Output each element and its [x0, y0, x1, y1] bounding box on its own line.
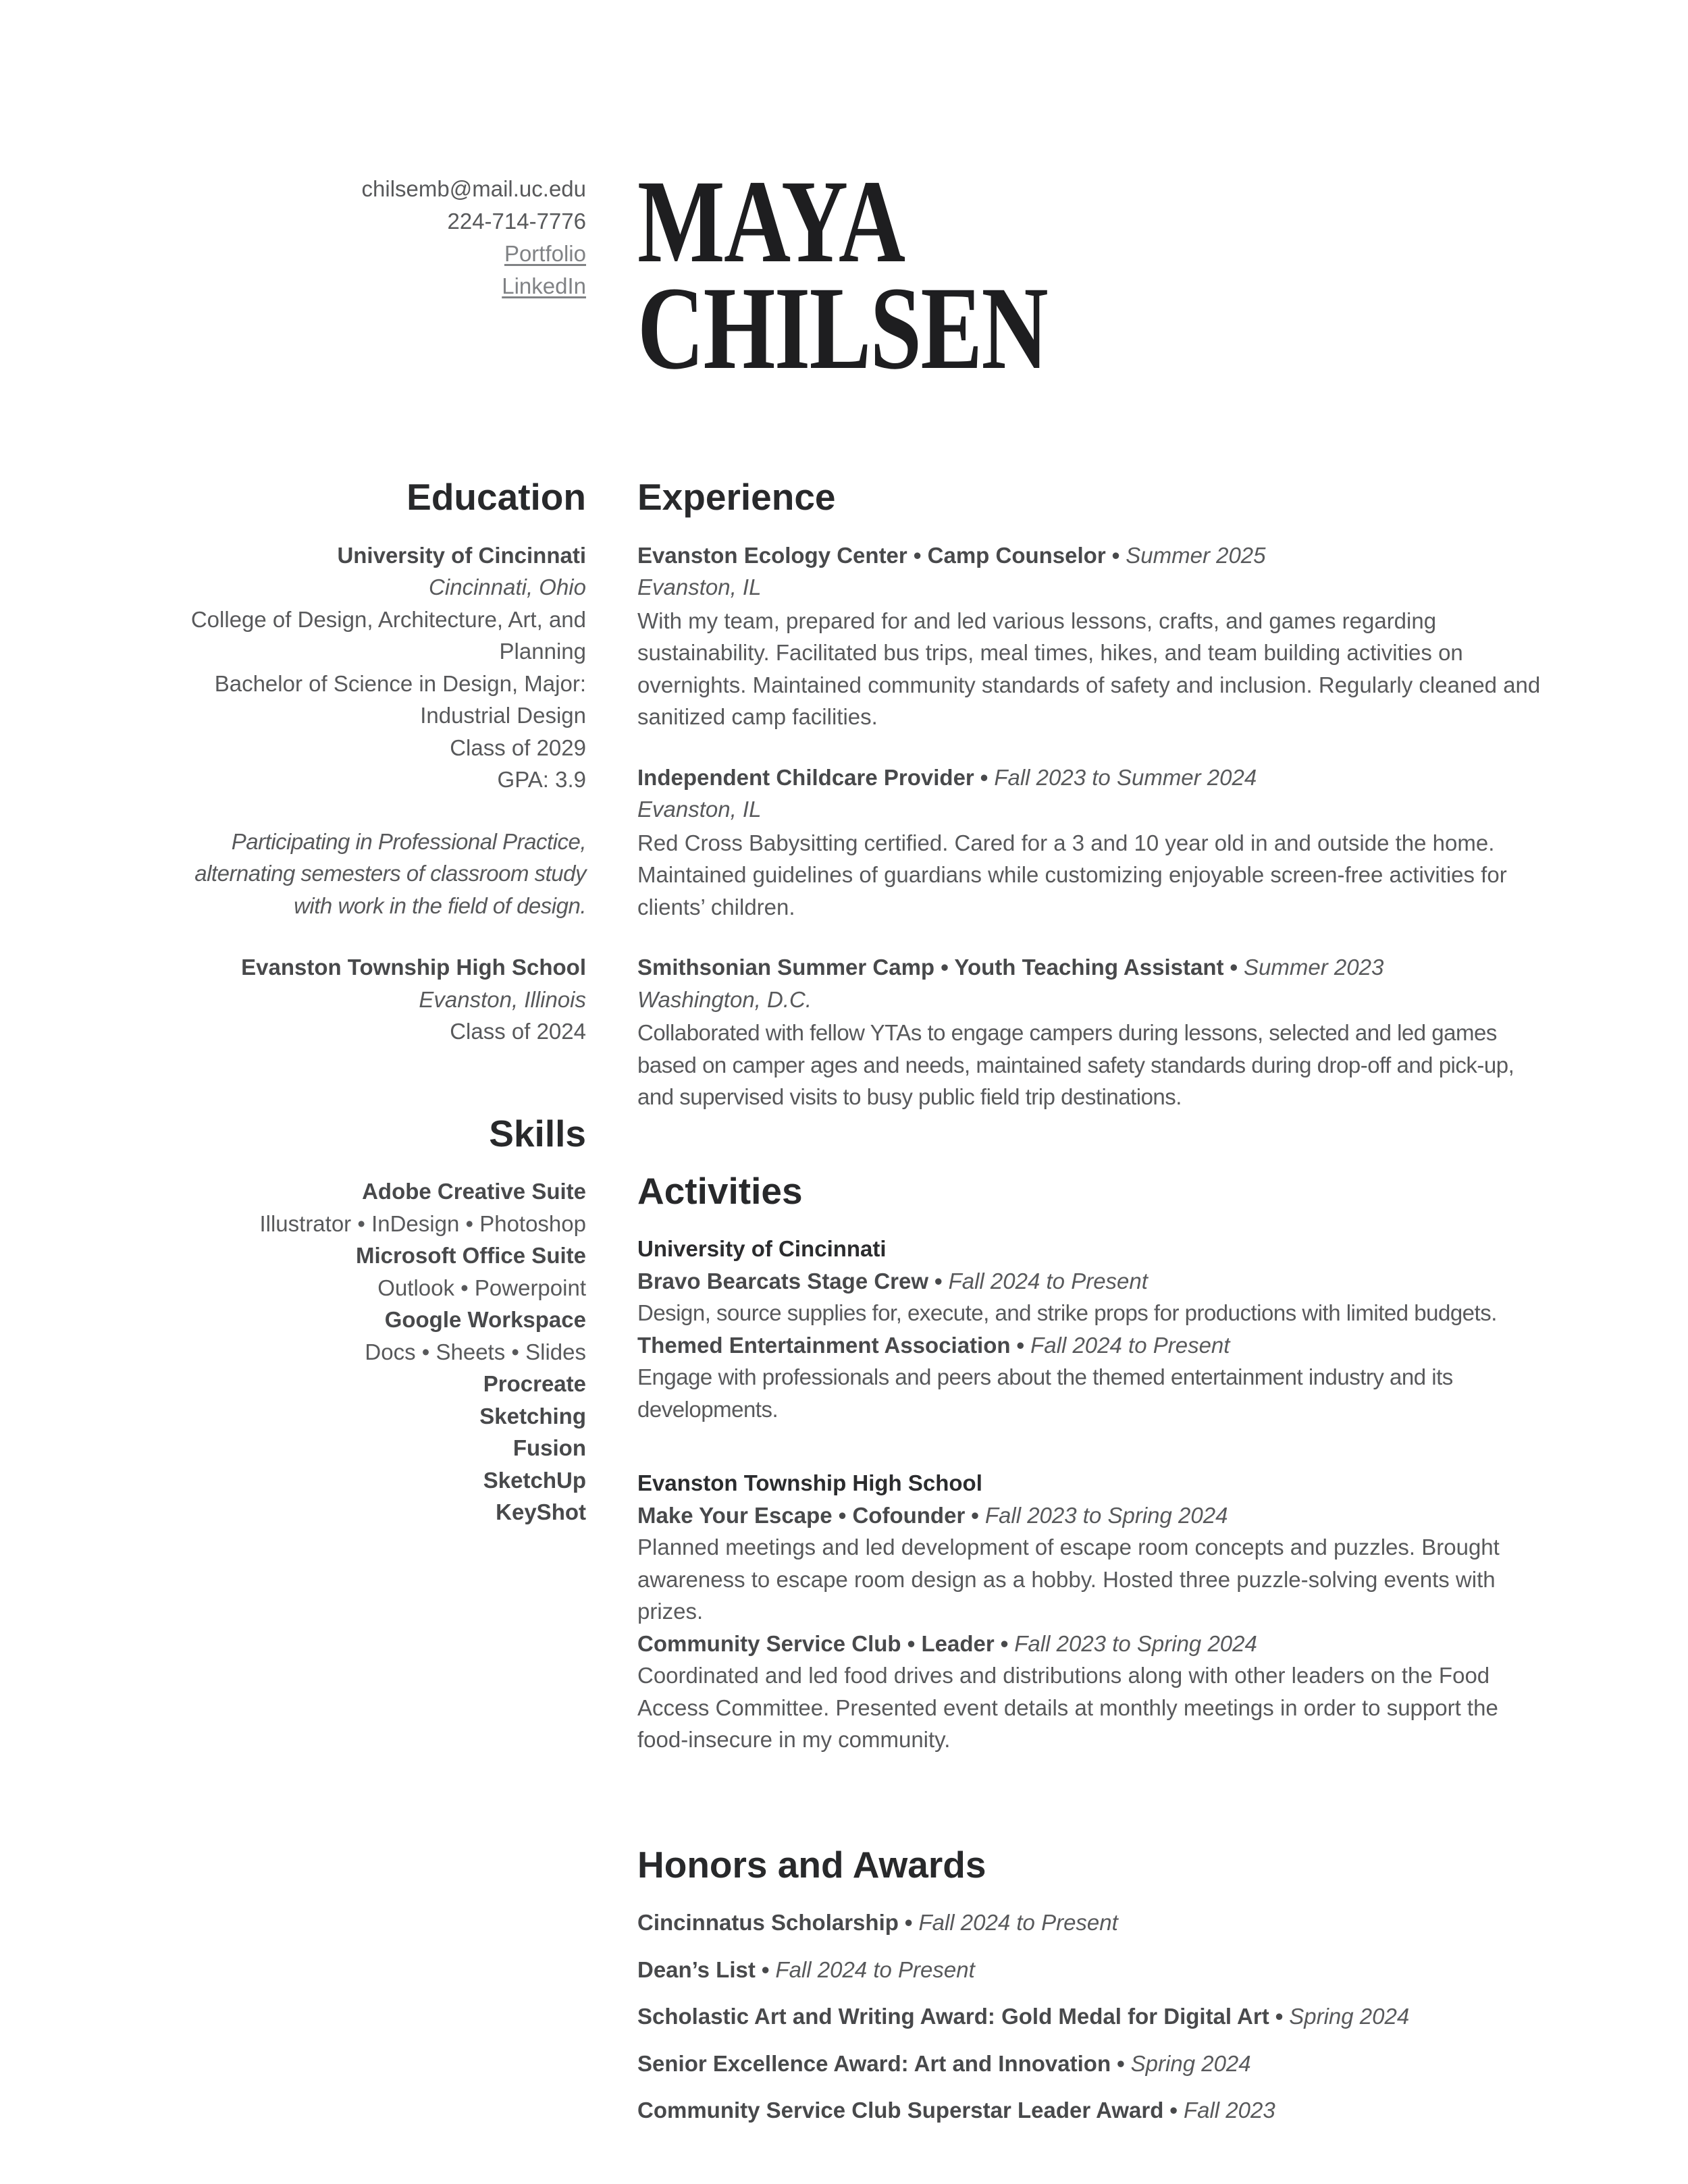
job-title: Evanston Ecology Center • Camp Counselor — [637, 542, 1106, 568]
activity-title-line — [637, 1329, 1546, 1362]
activity-title: Bravo Bearcats Stage Crew — [637, 1268, 929, 1294]
honors-heading: Honors and Awards — [637, 1843, 986, 1886]
activity-group — [637, 1233, 1546, 1425]
job-description: Red Cross Babysitting certified. Cared for a 3 and 10 year old in and outside the home. Maintained guidelines of guardians while customizing enjoyable screen-free activities for clients’ children. — [637, 830, 1507, 920]
job-description: Collaborated with fellow YTAs to engage campers during lessons, selected and led games based on camper ages and needs, maintained safety standards during drop-off and pick-up, and supervised visits to busy public field trip destinations. — [637, 1020, 1514, 1110]
honor-item — [637, 1907, 1546, 1939]
education-line: College of Design, Architecture, Art, and Planning — [190, 606, 586, 664]
last-name: CHILSEN — [637, 263, 1048, 395]
bullet-separator: • — [1117, 2050, 1125, 2076]
school-name: University of Cincinnati — [337, 542, 586, 568]
honor-title: Dean’s List — [637, 1956, 756, 1982]
skill-group-name: SketchUp — [483, 1467, 586, 1493]
education-section — [181, 476, 586, 1047]
honor-title: Cincinnatus Scholarship — [637, 1910, 899, 1936]
bullet-separator: • — [1016, 1332, 1025, 1358]
bullet-separator: • — [761, 1956, 770, 1982]
activity-title: Make Your Escape • Cofounder — [637, 1502, 966, 1528]
education-line: Class of 2029 — [450, 735, 586, 760]
skill-group — [181, 1496, 586, 1528]
skill-group — [181, 1432, 586, 1464]
school-location: Cincinnati, Ohio — [429, 575, 586, 600]
skill-group-items: Outlook • Powerpoint — [377, 1275, 586, 1300]
activity-date: Fall 2024 to Present — [948, 1268, 1148, 1294]
honor-date: Fall 2024 to Present — [775, 1956, 975, 1982]
experience-entry — [637, 539, 1546, 733]
honor-date: Fall 2024 to Present — [918, 1910, 1118, 1936]
honor-item — [637, 2000, 1546, 2033]
bullet-separator: • — [1111, 542, 1120, 568]
skill-group-items: Docs • Sheets • Slides — [365, 1339, 586, 1364]
skill-group-name: Sketching — [479, 1403, 586, 1429]
honors-section — [637, 1844, 1546, 2127]
activities-heading: Activities — [637, 1169, 803, 1212]
skill-group — [181, 1368, 586, 1400]
bullet-separator: • — [1000, 1630, 1009, 1656]
job-date: Summer 2023 — [1244, 955, 1384, 980]
experience-entry — [637, 762, 1546, 924]
skill-group — [181, 1400, 586, 1433]
activity-title-line — [637, 1499, 1546, 1532]
experience-heading: Experience — [637, 476, 836, 518]
activity-description: Design, source supplies for, execute, and strike props for productions with limited budgets. — [637, 1300, 1497, 1326]
honor-item — [637, 1954, 1546, 1986]
activity-date: Fall 2023 to Spring 2024 — [1014, 1630, 1257, 1656]
skill-group-name: Procreate — [483, 1371, 586, 1397]
skill-group-name: Microsoft Office Suite — [355, 1243, 586, 1269]
activity-date: Fall 2023 to Spring 2024 — [984, 1502, 1228, 1528]
activity-description: Coordinated and led food drives and distributions along with other leaders on the Food Access Committee. Presented event details at monthly meetings in order to support the food-insecure in my community. — [637, 1663, 1498, 1753]
job-location: Washington, D.C. — [637, 986, 812, 1012]
job-title: Independent Childcare Provider — [637, 764, 974, 790]
activity-title-line — [637, 1628, 1546, 1660]
skill-group-name: Fusion — [512, 1435, 586, 1461]
education-entry — [181, 951, 586, 1048]
contact-phone: 224-714-7776 — [447, 208, 586, 234]
activity-description: Planned meetings and led development of escape room concepts and puzzles. Brought awareness to escape room design as a hobby. Hosted three puzzle-solving events with prizes. — [637, 1535, 1500, 1624]
skill-group — [181, 1304, 586, 1368]
honor-date: Fall 2023 — [1183, 2098, 1275, 2123]
honor-title: Senior Excellence Award: Art and Innovation — [637, 2050, 1111, 2076]
education-entry — [181, 539, 586, 796]
school-name: Evanston Township High School — [241, 955, 586, 980]
education-line: Bachelor of Science in Design, Major: Industrial Design — [214, 670, 586, 728]
activity-description: Engage with professionals and peers about the themed entertainment industry and its developments. — [637, 1364, 1453, 1422]
activity-item — [637, 1628, 1546, 1756]
left-column — [181, 476, 586, 2184]
bullet-separator: • — [980, 764, 988, 790]
activity-org: Evanston Township High School — [637, 1470, 982, 1496]
school-location: Evanston, Illinois — [419, 986, 586, 1012]
bullet-separator: • — [1230, 955, 1238, 980]
bullet-separator: • — [934, 1268, 943, 1294]
activity-title: Themed Entertainment Association — [637, 1332, 1011, 1358]
first-name: MAYA — [637, 156, 905, 288]
name-block — [637, 156, 1546, 476]
activity-date: Fall 2024 to Present — [1030, 1332, 1230, 1358]
honor-title: Community Service Club Superstar Leader Award — [637, 2098, 1164, 2123]
skill-group-name: Google Workspace — [384, 1307, 586, 1333]
job-title-line — [637, 762, 1546, 794]
job-title-line — [637, 539, 1546, 572]
activity-group — [637, 1467, 1546, 1756]
bullet-separator: • — [971, 1502, 979, 1528]
job-location: Evanston, IL — [637, 575, 762, 600]
education-line: GPA: 3.9 — [497, 767, 586, 793]
honor-item — [637, 2094, 1546, 2127]
skill-group — [181, 1464, 586, 1497]
skill-group — [181, 1175, 586, 1240]
right-column — [637, 476, 1546, 2184]
job-date: Fall 2023 to Summer 2024 — [994, 764, 1257, 790]
experience-section — [637, 476, 1546, 1113]
skill-group — [181, 1240, 586, 1304]
activity-item — [637, 1499, 1546, 1628]
skills-section — [181, 1113, 586, 1528]
activity-title: Community Service Club • Leader — [637, 1630, 995, 1656]
activity-item — [637, 1265, 1546, 1329]
job-date: Summer 2025 — [1126, 542, 1266, 568]
honor-date: Spring 2024 — [1289, 2004, 1410, 2029]
skill-group-name: Adobe Creative Suite — [362, 1179, 586, 1204]
activity-item — [637, 1329, 1546, 1426]
education-line: Class of 2024 — [450, 1019, 586, 1044]
bullet-separator: • — [1169, 2098, 1178, 2123]
honor-date: Spring 2024 — [1130, 2050, 1251, 2076]
bullet-separator: • — [904, 1910, 913, 1936]
skill-group-name: KeyShot — [496, 1499, 586, 1525]
activity-org: University of Cincinnati — [637, 1236, 887, 1262]
activities-section — [637, 1170, 1546, 1756]
job-title-line — [637, 951, 1546, 984]
education-note: Participating in Professional Practice, alternating semesters of classroom study with work in the field of design. — [194, 828, 586, 918]
job-location: Evanston, IL — [637, 797, 762, 822]
experience-entry — [637, 951, 1546, 1113]
activity-title-line — [637, 1265, 1546, 1298]
education-heading: Education — [406, 476, 586, 518]
job-description: With my team, prepared for and led various lessons, crafts, and games regarding sustainability. Facilitated bus trips, meal times, hikes, and team building activities on overnights. Maintained community standards of safety and inclusion. Regularly cleaned and sanitized camp facilities. — [637, 608, 1541, 730]
honor-title: Scholastic Art and Writing Award: Gold Medal for Digital Art — [637, 2004, 1269, 2029]
skill-group-items: Illustrator • InDesign • Photoshop — [259, 1210, 586, 1236]
skills-heading: Skills — [489, 1112, 586, 1154]
contact-block — [181, 169, 586, 476]
bullet-separator: • — [1275, 2004, 1284, 2029]
job-title: Smithsonian Summer Camp • Youth Teaching Assistant — [637, 955, 1224, 980]
contact-email: chilsemb@mail.uc.edu — [361, 176, 586, 201]
portfolio-link[interactable]: Portfolio — [504, 240, 586, 266]
honor-item — [637, 2048, 1546, 2080]
linkedin-link[interactable]: LinkedIn — [502, 273, 586, 298]
